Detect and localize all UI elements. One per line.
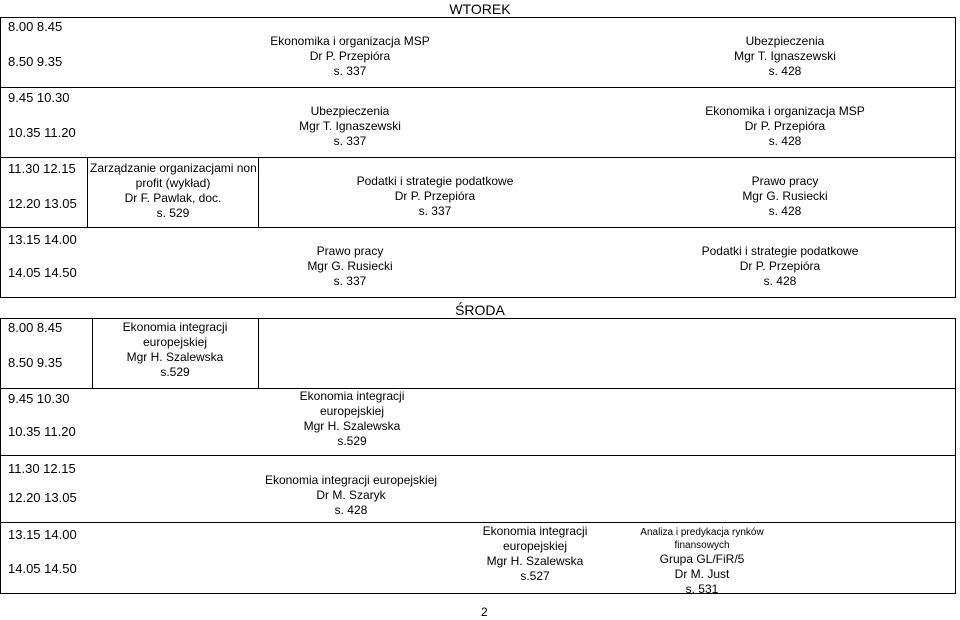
lecturer: Dr P. Przepióra [744, 119, 826, 133]
class-cell [90, 161, 256, 221]
time-slot: 12.20 13.05 [8, 490, 77, 505]
lecturer: Dr M. Szaryk [316, 488, 386, 502]
course-name: Ekonomia integracji [482, 524, 588, 538]
course-name: Ekonomia integracji [122, 320, 228, 334]
course-name: Prawo pracy [316, 244, 384, 258]
time-slot: 12.20 13.05 [8, 196, 77, 211]
time-slot: 13.15 14.00 [8, 232, 77, 247]
grid-line [0, 522, 956, 523]
room: s. 428 [768, 204, 802, 218]
course-name: Zarządzanie organizacjami non [90, 161, 257, 175]
time-slot: 9.45 10.30 [8, 90, 70, 105]
grid-line [0, 318, 1, 593]
grid-line [258, 318, 259, 388]
time-slot: 9.45 10.30 [8, 391, 70, 406]
class-cell [700, 34, 870, 79]
room: s. 337 [333, 64, 367, 78]
course-name: europejskiej [142, 335, 208, 349]
lecturer: Mgr G. Rusiecki [307, 259, 393, 273]
course-name: profit (wykład) [135, 176, 211, 190]
grid-line [258, 157, 259, 227]
class-cell [460, 524, 610, 584]
room: s. 531 [685, 582, 719, 596]
group: Grupa GL/FiR/5 [659, 552, 745, 566]
grid-line [0, 593, 956, 594]
room: s. 529 [156, 206, 190, 220]
grid-line [955, 318, 956, 593]
time-slot: 14.05 14.50 [8, 561, 77, 576]
grid-line [0, 227, 956, 228]
room: s. 337 [418, 204, 452, 218]
time-slot: 8.50 9.35 [8, 355, 63, 370]
time-slot: 8.00 8.45 [8, 19, 63, 34]
grid-line [0, 17, 1, 297]
class-cell [260, 104, 440, 149]
time-slot: 8.00 8.45 [8, 320, 63, 335]
room: s.529 [337, 434, 367, 448]
class-cell [290, 244, 410, 289]
lecturer: Dr P. Przepióra [739, 259, 821, 273]
course-name: Podatki i strategie podatkowe [701, 244, 859, 258]
class-cell [272, 389, 432, 449]
wednesday-heading: ŚRODA [455, 302, 505, 318]
course-name: Prawo pracy [751, 174, 819, 188]
grid-line [0, 318, 956, 319]
time-slot: 14.05 14.50 [8, 265, 77, 280]
grid-line [0, 455, 956, 456]
lecturer: Dr M. Just [674, 567, 730, 581]
grid-line [0, 157, 956, 158]
class-cell [260, 34, 440, 79]
time-slot: 10.35 11.20 [8, 424, 76, 439]
lecturer: Mgr T. Ignaszewski [299, 119, 401, 133]
class-cell [258, 473, 444, 518]
class-cell [622, 526, 782, 597]
room: s. 428 [768, 134, 802, 148]
time-slot: 11.30 12.15 [8, 161, 76, 176]
course-name: Ubezpieczenia [745, 34, 825, 48]
grid-line [0, 297, 956, 298]
room: s. 428 [763, 274, 797, 288]
room: s. 428 [768, 64, 802, 78]
class-cell [710, 174, 860, 219]
course-name: europejskiej [502, 539, 568, 553]
class-cell [680, 244, 880, 289]
grid-line [0, 17, 956, 18]
tuesday-heading: WTOREK [449, 1, 511, 17]
grid-line [87, 157, 88, 227]
lecturer: Dr P. Przepióra [394, 189, 476, 203]
lecturer: Dr P. Przepióra [309, 49, 391, 63]
lecturer: Mgr T. Ignaszewski [734, 49, 836, 63]
course-name: Ekonomika i organizacja MSP [705, 104, 865, 118]
page-number: 2 [481, 605, 488, 619]
class-cell [690, 104, 880, 149]
course-name: finansowych [674, 540, 730, 551]
course-name: Ekonomika i organizacja MSP [270, 34, 430, 48]
class-cell [340, 174, 530, 219]
course-name: Ubezpieczenia [310, 104, 390, 118]
time-slot: 10.35 11.20 [8, 125, 76, 140]
room: s. 337 [333, 134, 367, 148]
course-name: europejskiej [319, 404, 385, 418]
class-cell [100, 320, 250, 380]
lecturer: Mgr H. Szalewska [486, 554, 584, 568]
course-name: Ekonomia integracji [299, 389, 405, 403]
lecturer: Dr F. Pawlak, doc. [124, 191, 222, 205]
room: s. 337 [333, 274, 367, 288]
time-slot: 11.30 12.15 [8, 461, 76, 476]
room: s.529 [160, 365, 190, 379]
grid-line [92, 318, 93, 388]
course-name: Analiza i predykacja rynków [640, 527, 764, 538]
room: s. 428 [334, 503, 368, 517]
time-slot: 13.15 14.00 [8, 527, 77, 542]
course-name: Ekonomia integracji europejskiej [264, 473, 438, 487]
course-name: Podatki i strategie podatkowe [356, 174, 514, 188]
lecturer: Mgr H. Szalewska [303, 419, 401, 433]
grid-line [0, 87, 956, 88]
room: s.527 [520, 569, 550, 583]
grid-line [955, 17, 956, 297]
grid-line [0, 388, 956, 389]
lecturer: Mgr H. Szalewska [126, 350, 224, 364]
time-slot: 8.50 9.35 [8, 54, 63, 69]
lecturer: Mgr G. Rusiecki [742, 189, 828, 203]
